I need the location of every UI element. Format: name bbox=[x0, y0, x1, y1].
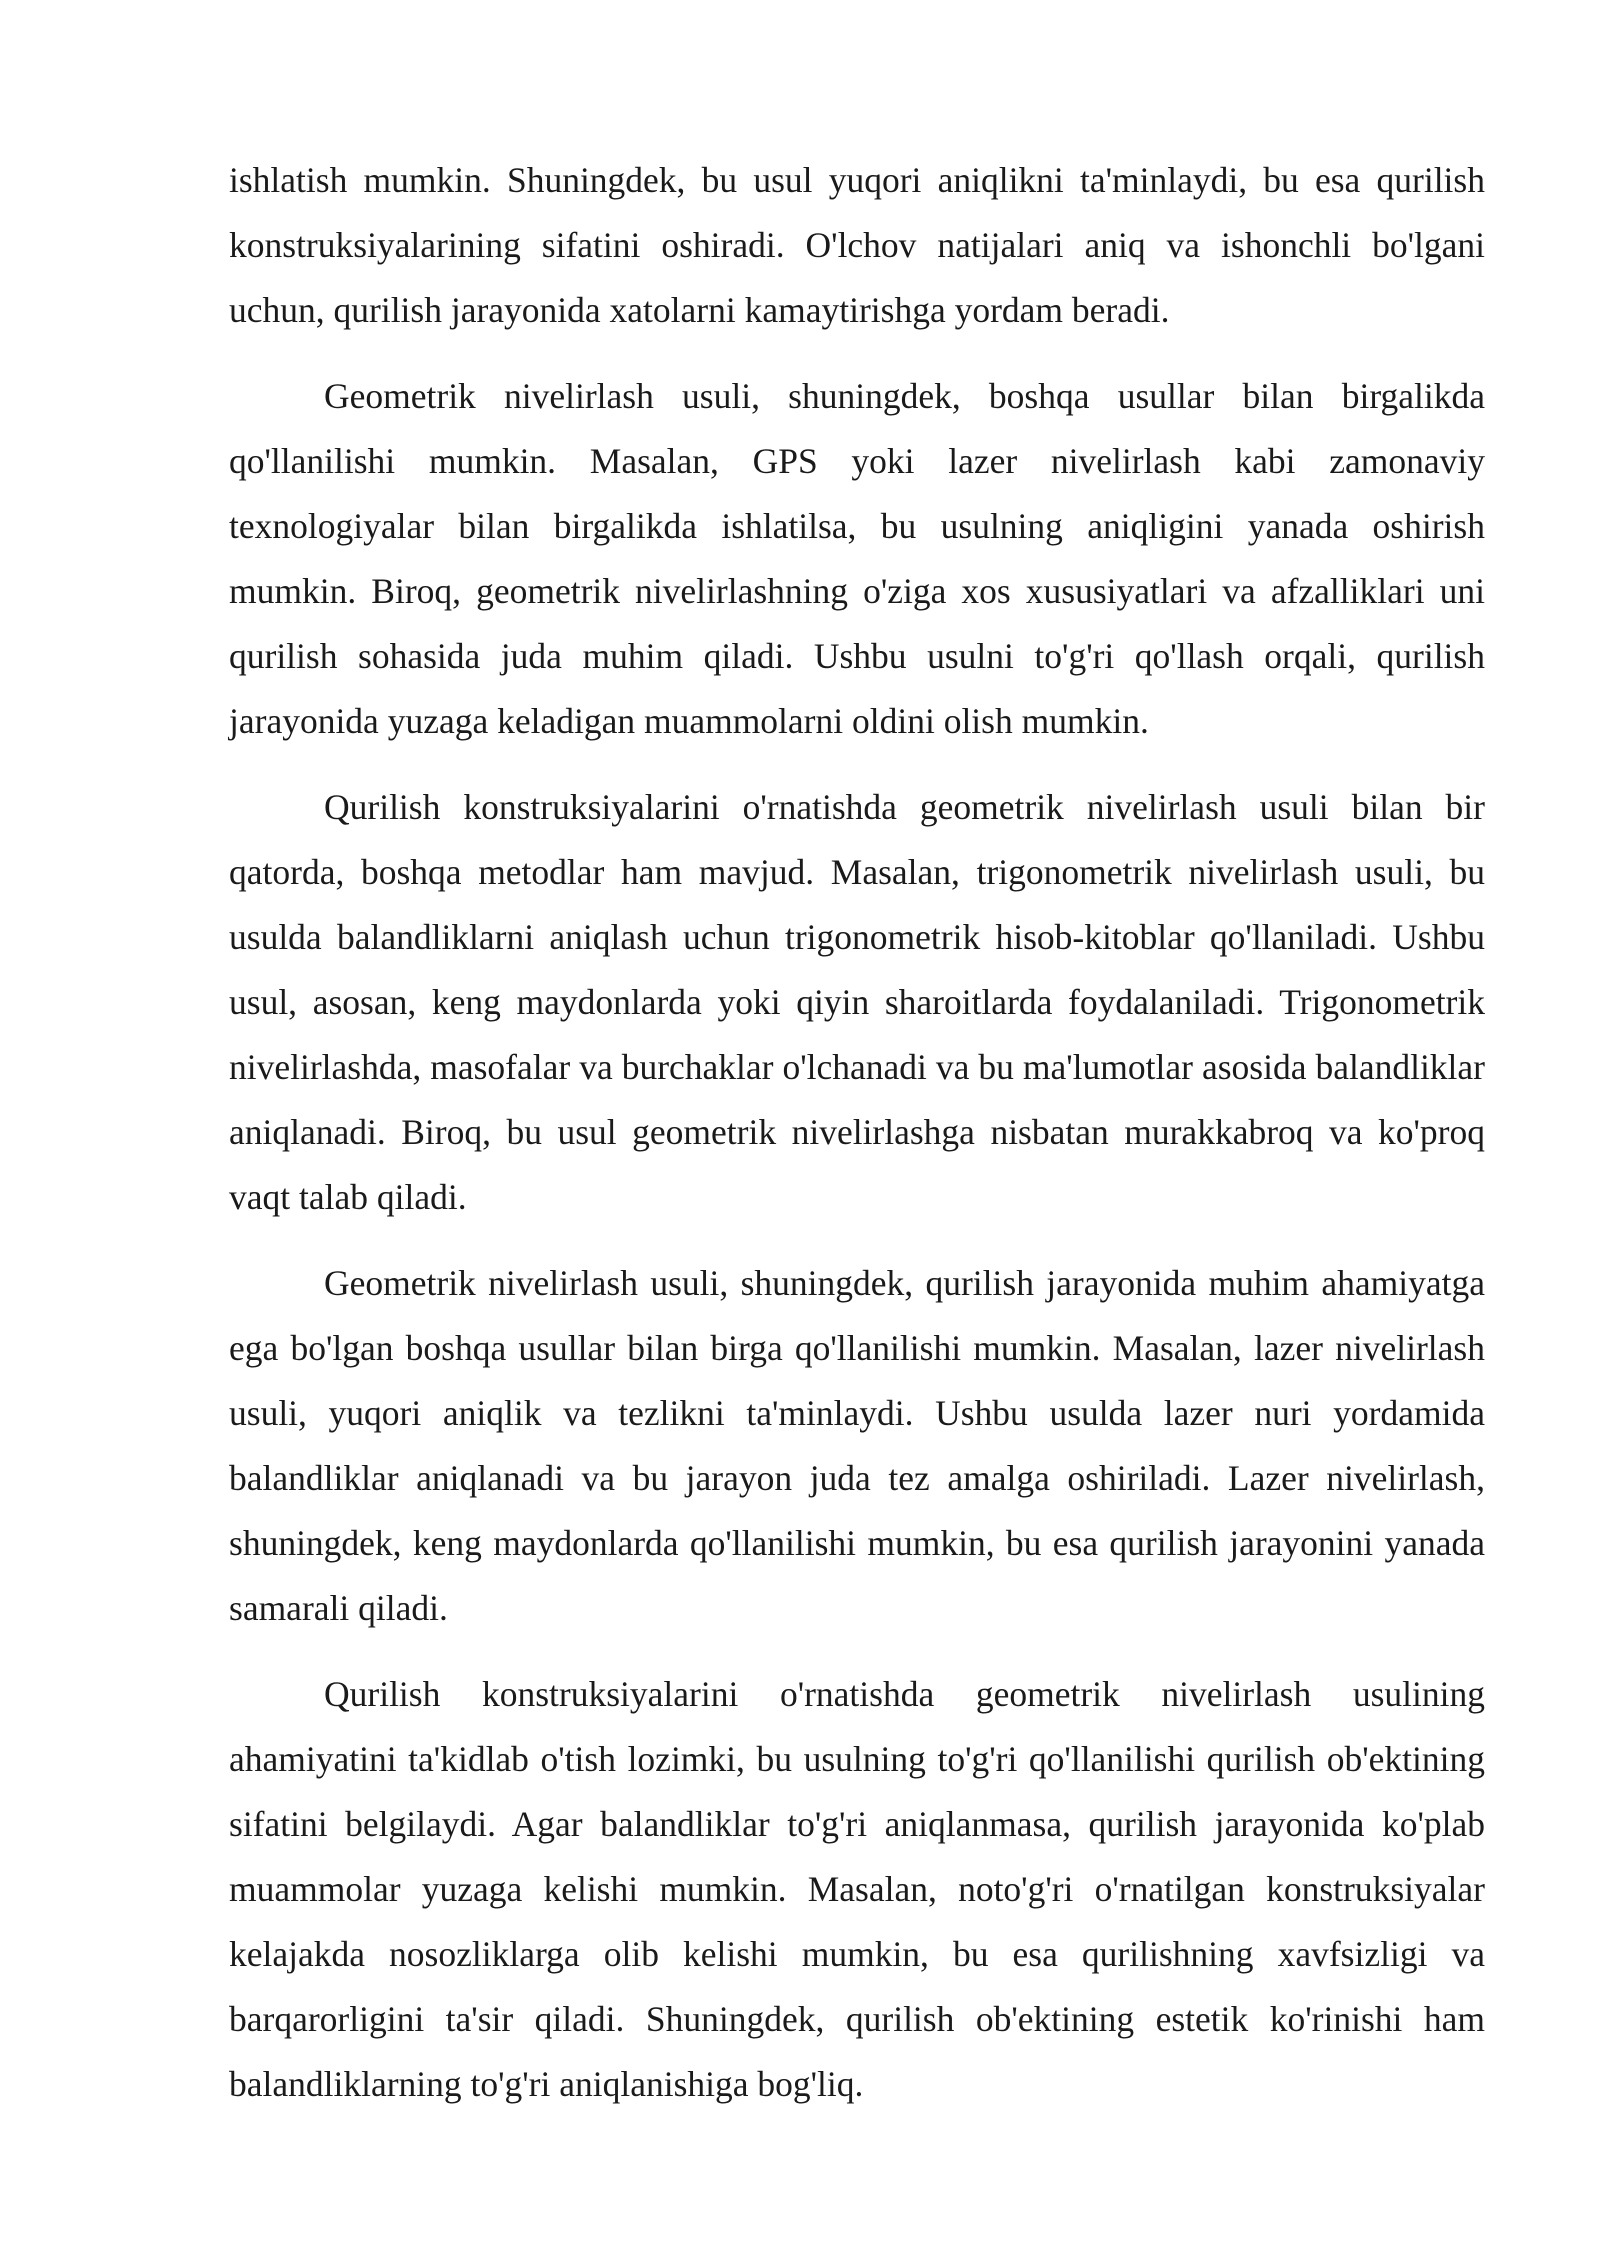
paragraph-5: Qurilish konstruksiyalarini o'rnatishda geometrik nivelirlash usulining ahamiyatini ta'kidlab o'tish lozimki, bu usulning to'g'ri qo'llanilishi qurilish ob'ektining sifatini belgilaydi. Agar balandliklar to'g'ri aniqlanmasa, qurilish jarayonida ko'plab muammolar yuzaga kelishi mumkin. Masalan, noto'g'ri o'rnatilgan konstruksiyalar kelajakda nosozliklarga olib kelishi mumkin, bu esa qurilishning xavfsizligi va barqarorligini ta'sir qiladi. Shuningdek, qurilish ob'ektining estetik ko'rinishi ham balandliklarning to'g'ri aniqlanishiga bog'liq. bbox=[229, 1674, 1485, 2104]
paragraph-2: Geometrik nivelirlash usuli, shuningdek, boshqa usullar bilan birgalikda qo'llanilishi mumkin. Masalan, GPS yoki lazer nivelirlash kabi zamonaviy texnologiyalar bilan birgalikda ishlatilsa, bu usulning aniqligini yanada oshirish mumkin. Biroq, geometrik nivelirlashning o'ziga xos xususiyatlari va afzalliklari uni qurilish sohasida juda muhim qiladi. Ushbu usulni to'g'ri qo'llash orqali, qurilish jarayonida yuzaga keladigan muammolarni oldini olish mumkin. bbox=[229, 376, 1485, 741]
paragraph-1: ishlatish mumkin. Shuningdek, bu usul yuqori aniqlikni ta'minlaydi, bu esa qurilish konstruksiyalarining sifatini oshiradi. O'lchov natijalari aniq va ishonchli bo'lgani uchun, qurilish jarayonida xatolarni kamaytirishga yordam beradi. bbox=[229, 160, 1485, 330]
paragraph-4: Geometrik nivelirlash usuli, shuningdek, qurilish jarayonida muhim ahamiyatga ega bo'lgan boshqa usullar bilan birga qo'llanilishi mumkin. Masalan, lazer nivelirlash usuli, yuqori aniqlik va tezlikni ta'minlaydi. Ushbu usulda lazer nuri yordamida balandliklar aniqlanadi va bu jarayon juda tez amalga oshiriladi. Lazer nivelirlash, shuningdek, keng maydonlarda qo'llanilishi mumkin, bu esa qurilish jarayonini yanada samarali qiladi. bbox=[229, 1263, 1485, 1628]
paragraph-3: Qurilish konstruksiyalarini o'rnatishda geometrik nivelirlash usuli bilan bir qatorda, boshqa metodlar ham mavjud. Masalan, trigonometrik nivelirlash usuli, bu usulda balandliklarni aniqlash uchun trigonometrik hisob-kitoblar qo'llaniladi. Ushbu usul, asosan, keng maydonlarda yoki qiyin sharoitlarda foydalaniladi. Trigonometrik nivelirlashda, masofalar va burchaklar o'lchanadi va bu ma'lumotlar asosida balandliklar aniqlanadi. Biroq, bu usul geometrik nivelirlashga nisbatan murakkabroq va ko'proq vaqt talab qiladi. bbox=[229, 787, 1485, 1217]
document-body bbox=[229, 148, 1485, 2138]
